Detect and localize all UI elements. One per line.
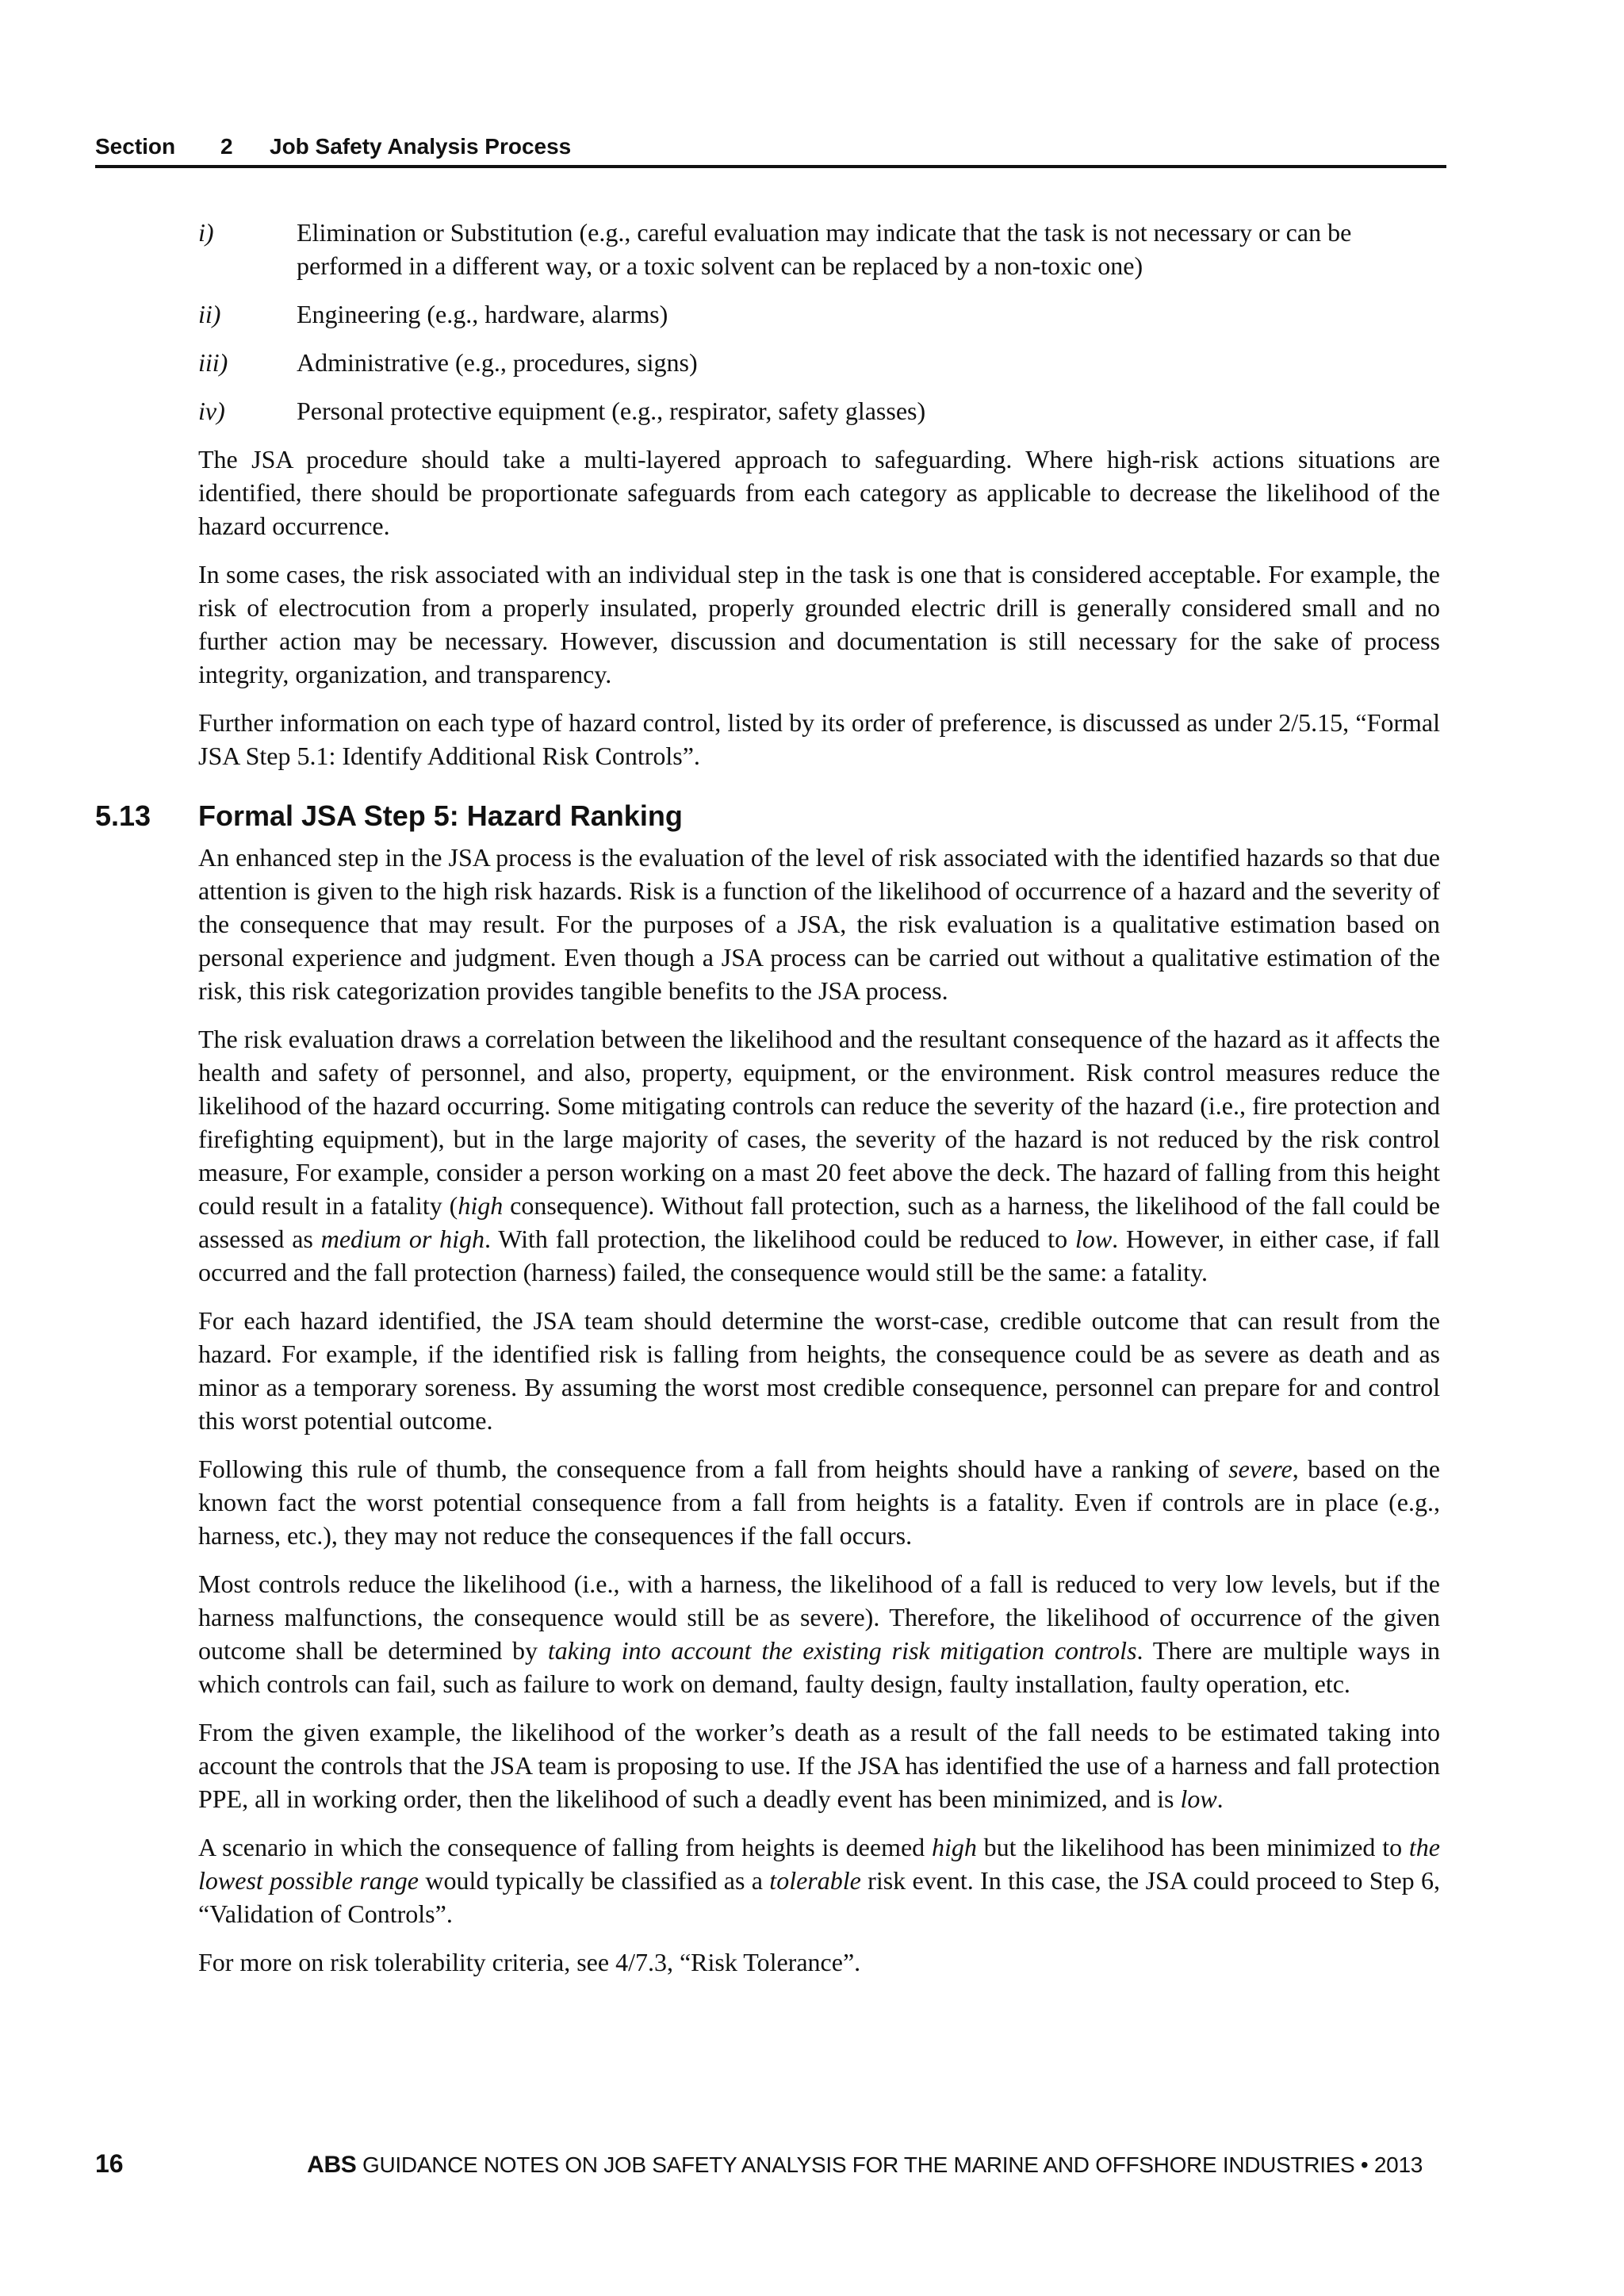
text-run: . <box>1216 1784 1224 1813</box>
section-heading <box>95 798 1440 834</box>
emphasis-text: tolerable <box>769 1866 861 1895</box>
paragraph <box>198 1022 1440 1289</box>
header-section-word: Section <box>95 134 176 159</box>
paragraph <box>198 1715 1440 1815</box>
running-header <box>95 133 1446 168</box>
text-run: would typically be classified as a <box>419 1866 770 1895</box>
abs-logo-text: ABS <box>307 2152 357 2178</box>
text-run: From the given example, the likelihood of the worker’s death as a result of the fall needs to be estimated taking into account the controls that the JSA team is proposing to use. If the JSA has identified the use of a harness and fall protection PPE, all in working order, then the likelihood of such a deadly event has been minimized, and is <box>198 1718 1440 1813</box>
footer-document-title: GUIDANCE NOTES ON JOB SAFETY ANALYSIS FOR THE MARINE AND OFFSHORE INDUSTRIES <box>362 2152 1355 2177</box>
paragraph: Further information on each type of hazard control, listed by its order of preference, is discussed as under 2/5.15, “Formal JSA Step 5.1: Identify Additional Risk Controls”. <box>198 708 1440 770</box>
text-run: . There are multiple ways in which controls can fail, such as failure to work on demand, faulty design, faulty installation, faulty operation, etc. <box>198 1636 1441 1698</box>
list-item-number: ii) <box>198 300 221 328</box>
footer-title <box>307 2151 1423 2179</box>
text-run: consequence). Without fall protection, such as a harness, the likelihood of the fall could be assessed as <box>198 1191 1440 1253</box>
section-title: Formal JSA Step 5: Hazard Ranking <box>198 799 683 832</box>
paragraph: The JSA procedure should take a multi-layered approach to safeguarding. Where high-risk actions situations are identified, there should be proportionate safeguards from each category as applicable to decrease the likelihood of the hazard occurrence. <box>198 445 1440 540</box>
footer-separator: • <box>1360 2152 1369 2177</box>
paragraph: For each hazard identified, the JSA team should determine the worst-case, credible outcome that can result from the hazard. For example, if the identified risk is falling from heights, the consequence could be as severe as death and as minor as a temporary soreness. By assuming the worst most credible consequence, personnel can prepare for and control this worst potential outcome. <box>198 1306 1440 1435</box>
emphasis-text: high <box>458 1191 504 1220</box>
text-run: , based on the known fact the worst potential consequence from a fall from heights is a fatality. Even if controls are in place (e.g., harness, etc.), they may not reduce the consequences if the fall occurs. <box>198 1455 1441 1550</box>
list-item-text: Administrative (e.g., procedures, signs) <box>297 348 698 377</box>
list-item <box>198 394 1440 427</box>
list-item <box>198 216 1440 282</box>
text-run: . With fall protection, the likelihood could be reduced to <box>484 1225 1075 1253</box>
list-item-number: i) <box>198 218 214 247</box>
list-item-text: Elimination or Substitution (e.g., careful evaluation may indicate that the task is not necessary or can be performed in a different way, or a toxic solvent can be replaced by a non-toxic one) <box>297 218 1352 280</box>
list-item-number: iii) <box>198 348 228 377</box>
paragraph <box>198 1830 1440 1930</box>
text-run: Most controls reduce the likelihood (i.e., with a harness, the likelihood of a fall is reduced to very low levels, but if the harness malfunctions, the consequence would still be as severe). Therefore, the likelihood of occurrence of the given outcome shall be determined by <box>198 1570 1440 1665</box>
header-section-title: Job Safety Analysis Process <box>270 134 572 159</box>
text-run: The risk evaluation draws a correlation between the likelihood and the resultant consequence of the hazard as it affects the health and safety of personnel, and also, property, equipment, or the environment. Risk control measures reduce the likelihood of the hazard occurring. Some mitigating controls can reduce the severity of the hazard (i.e., fire protection and firefighting equipment), but in the large majority of cases, the severity of the hazard is not reduced by the risk control measure, For example, consider a person working on a mast 20 feet above the deck. The hazard of falling from this height could result in a fatality ( <box>198 1025 1440 1220</box>
body-text <box>95 216 1441 1994</box>
paragraph: An enhanced step in the JSA process is the evaluation of the level of risk associated with the identified hazards so that due attention is given to the high risk hazards. Risk is a function of the likelihood of occurrence of a hazard and the severity of the consequence that may result. For the purposes of a JSA, the risk evaluation is a qualitative estimation based on personal experience and judgment. Even though a JSA process can be carried out without a qualitative estimation of the risk, this risk categorization provides tangible benefits to the JSA process. <box>198 843 1440 1005</box>
page-number: 16 <box>95 2149 124 2178</box>
section-number: 5.13 <box>95 799 151 832</box>
paragraph: In some cases, the risk associated with an individual step in the task is one that is considered acceptable. For example, the risk of electrocution from a properly insulated, properly grounded electric drill is generally considered small and no further action may be necessary. However, discussion and documentation is still necessary for the sake of process integrity, organization, and transparency. <box>198 560 1440 688</box>
footer-year: 2013 <box>1373 2152 1423 2177</box>
emphasis-text: the lowest possible range <box>198 1833 1440 1895</box>
list-item-text: Personal protective equipment (e.g., respirator, safety glasses) <box>297 397 926 425</box>
list-item <box>198 297 1440 331</box>
text-run: but the likelihood has been minimized to <box>976 1833 1409 1861</box>
text-run: Following this rule of thumb, the consequence from a fall from heights should have a ranking of <box>198 1455 1229 1483</box>
list-item-number: iv) <box>198 397 225 425</box>
emphasis-text: low <box>1074 1225 1113 1253</box>
paragraph: For more on risk tolerability criteria, see 4/7.3, “Risk Tolerance”. <box>198 1948 861 1976</box>
emphasis-text: low <box>1180 1784 1217 1813</box>
text-run: A scenario in which the consequence of falling from heights is deemed <box>198 1833 932 1861</box>
paragraph <box>198 1452 1440 1552</box>
emphasis-text: taking into account the existing risk mitigation controls <box>547 1636 1137 1665</box>
text-run: risk event. In this case, the JSA could proceed to Step 6, “Validation of Controls”. <box>198 1866 1441 1928</box>
paragraph <box>198 1567 1440 1700</box>
text-run: . However, in either case, if fall occurred and the fall protection (harness) failed, the consequence would still be the same: a fatality. <box>198 1225 1441 1286</box>
emphasis-text: medium or high <box>320 1225 485 1253</box>
header-section-number: 2 <box>220 134 233 159</box>
emphasis-text: high <box>931 1833 977 1861</box>
control-hierarchy-list <box>198 216 1440 427</box>
list-item <box>198 346 1440 379</box>
list-item-text: Engineering (e.g., hardware, alarms) <box>297 300 668 328</box>
emphasis-text: severe <box>1228 1455 1293 1483</box>
